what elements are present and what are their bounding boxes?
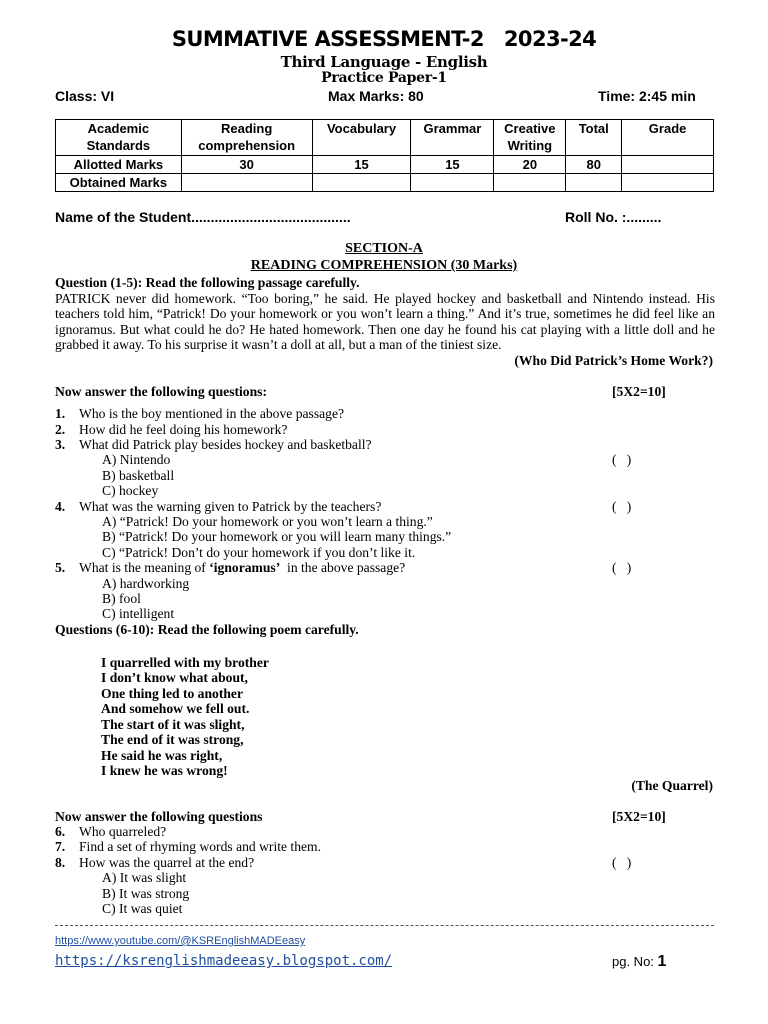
answer-blank: ( ): [612, 560, 632, 575]
poem-instruction: Questions (6-10): Read the following poem carefully.: [55, 622, 359, 637]
table-cell: 15: [411, 156, 494, 174]
question-text: What did Patrick play besides hockey and basketball?: [79, 437, 372, 452]
paper-name: Practice Paper-1: [321, 70, 447, 86]
answer-option: A) It was slight: [102, 870, 187, 885]
youtube-link[interactable]: https://www.youtube.com/@KSREnglishMADEeasy: [55, 935, 306, 947]
answer-blank: ( ): [612, 452, 632, 467]
table-row: [56, 156, 714, 174]
answer-option: C) “Patrick! Don’t do your homework if you don’t like it.: [102, 545, 416, 560]
poem-line: One thing led to another: [101, 686, 243, 701]
exam-year: 2023-24: [503, 27, 597, 51]
class-label: Class: VI: [55, 88, 115, 104]
answer-option: A) Nintendo: [102, 452, 171, 467]
question-text: How was the quarrel at the end?: [79, 855, 255, 870]
poem-line: The start of it was slight,: [101, 717, 245, 732]
question-text: What was the warning given to Patrick by the teachers?: [79, 499, 382, 514]
question-text: How did he feel doing his homework?: [79, 422, 288, 437]
reading-passage: PATRICK never did homework. “Too boring,” he said. He played hockey and basketball and Nintendo instead. His teachers told him, “Patrick! Do your homework or you won’t learn a thing.” And it’s true, sometimes he did feel like an ignoramus. But what could he do? He hated homework. Then one day he found his cat playing with a little doll and he grabbed it away. To his surprise it wasn’t a doll at all, but a man of the tiniest size.: [55, 291, 715, 353]
question-number: 5.: [55, 560, 66, 575]
table-cell: 80: [566, 156, 622, 174]
roll-number-field: Roll No. :.........: [565, 209, 662, 225]
table-cell: [494, 174, 566, 192]
table-row: [56, 174, 714, 192]
table-cell: [566, 174, 622, 192]
answer-option: B) fool: [102, 591, 141, 606]
question-text: What is the meaning of ‘ignoramus’ in the above passage?: [79, 560, 406, 575]
table-cell: 20: [494, 156, 566, 174]
footer-divider: [55, 925, 714, 926]
max-marks: Max Marks: 80: [328, 88, 424, 104]
poem-line: I knew he was wrong!: [101, 763, 228, 778]
passage-source: (Who Did Patrick’s Home Work?): [514, 353, 713, 368]
time-allowed: Time: 2:45 min: [598, 88, 696, 104]
answer-option: B) basketball: [102, 468, 175, 483]
poem-line: The end of it was strong,: [101, 732, 244, 747]
answer-blank: ( ): [612, 499, 632, 514]
question-number: 7.: [55, 839, 66, 854]
answer-prompt: Now answer the following questions: [55, 809, 263, 824]
answer-option: C) intelligent: [102, 606, 175, 621]
blog-link[interactable]: https://ksrenglishmadeeasy.blogspot.com/: [55, 953, 393, 969]
answer-option: B) It was strong: [102, 886, 190, 901]
question-number: 8.: [55, 855, 66, 870]
student-name-field: Name of the Student.........................................: [55, 209, 351, 225]
answer-option: B) “Patrick! Do your homework or you will learn many things.”: [102, 529, 452, 544]
question-number: 1.: [55, 406, 66, 421]
highlighted-word: ‘ignoramus’: [209, 560, 281, 575]
exam-title: SUMMATIVE ASSESSMENT-2 2023-24: [171, 27, 597, 51]
exam-subtitle: Third Language - English: [280, 53, 488, 71]
section-heading: SECTION-A: [345, 241, 423, 256]
page-number: pg. No: 1: [612, 953, 667, 970]
table-cell: 30: [181, 156, 312, 174]
table-cell: [411, 174, 494, 192]
question-text: Find a set of rhyming words and write them.: [79, 839, 322, 854]
row-label: Allotted Marks: [56, 156, 182, 174]
answer-blank: ( ): [612, 855, 632, 870]
question-number: 6.: [55, 824, 66, 839]
table-cell: 15: [312, 156, 411, 174]
header-cell: Total: [566, 120, 622, 156]
answer-option: A) “Patrick! Do your homework or you won’t learn a thing.”: [102, 514, 433, 529]
header-cell: Vocabulary: [312, 120, 411, 156]
question-text: Who quarreled?: [79, 824, 167, 839]
header-cell: Grade: [622, 120, 714, 156]
row-label: Obtained Marks: [56, 174, 182, 192]
answer-prompt: Now answer the following questions:: [55, 384, 267, 399]
question-text: Who is the boy mentioned in the above passage?: [79, 406, 345, 421]
table-header-row: [56, 120, 714, 156]
table-cell: [622, 174, 714, 192]
header-cell: Creative Writing: [494, 120, 566, 156]
answer-option: C) It was quiet: [102, 901, 183, 916]
header-cell: Grammar: [411, 120, 494, 156]
answer-option: C) hockey: [102, 483, 159, 498]
header-cell: Reading comprehension: [181, 120, 312, 156]
table-cell: [181, 174, 312, 192]
section-subheading: READING COMPREHENSION (30 Marks): [250, 258, 518, 273]
poem-line: I don’t know what about,: [101, 670, 248, 685]
marks-table: [55, 119, 714, 192]
poem-line: I quarrelled with my brother: [101, 655, 269, 670]
passage-instruction: Question (1-5): Read the following passage carefully.: [55, 275, 360, 290]
question-number: 4.: [55, 499, 66, 514]
poem-line: He said he was right,: [101, 748, 223, 763]
question-number: 2.: [55, 422, 66, 437]
question-number: 3.: [55, 437, 66, 452]
table-cell: [622, 156, 714, 174]
poem-line: And somehow we fell out.: [101, 701, 250, 716]
table-cell: [312, 174, 411, 192]
marks-allocation: [5X2=10]: [612, 384, 666, 399]
marks-allocation: [5X2=10]: [612, 809, 666, 824]
answer-option: A) hardworking: [102, 576, 190, 591]
header-cell: Academic Standards: [56, 120, 182, 156]
poem-source: (The Quarrel): [631, 778, 713, 793]
